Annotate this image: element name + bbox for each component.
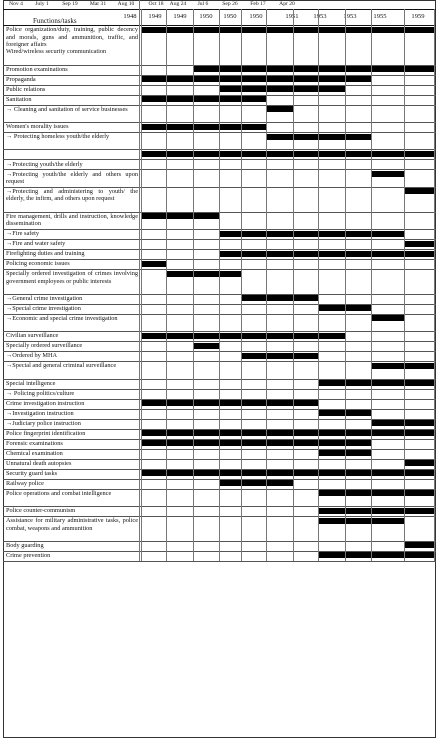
task-label: Police organization/duty, training, public decency and morals, guns and ammunition, traffic, and foreigner affairs Wired/wireless security communication [6,26,138,56]
header-year: 1953 [313,13,327,20]
period-bar [371,363,434,369]
task-label: Assistance for military administrative tasks, police combat, weapons and ammunition [6,517,138,532]
period-bar [141,430,434,436]
header-year: 1949 [148,13,162,20]
task-label: Police operations and combat intelligence [6,489,112,497]
period-bar [318,490,434,496]
task-label: Public relations [6,85,46,93]
task-label: Police counter-communism [6,507,76,515]
header-date: Feb 17 [250,1,266,7]
task-label: Forensic examinations [6,439,63,447]
header-date: Oct 18 [148,1,164,7]
task-label: →Special crime investigation [6,305,81,312]
task-label: Unnatural death autopsies [6,459,72,467]
header-year: 1951 [285,13,299,20]
period-bar [404,542,434,548]
period-bar [219,480,293,486]
period-bar [318,518,404,524]
column-divider [193,9,194,561]
task-label: Specially ordered investigation of crimes involving government employees or public interests [6,270,138,285]
header-date: Aug 10 [117,1,135,7]
task-label: Women's morality issues [6,123,69,131]
column-divider [345,9,346,561]
period-bar [141,151,434,157]
task-label: →General crime investigation [6,295,83,302]
period-bar [193,343,219,349]
period-bar [219,86,345,92]
header-date: July 1 [35,1,49,7]
task-label: Policing economic issues [6,260,70,268]
task-label [6,151,138,160]
row-divider [3,561,436,562]
task-label: Firefighting duties and training [6,250,85,258]
header-date: Mar 31 [89,1,107,7]
task-label: →Economic and special crime investigation [6,315,118,322]
column-divider [139,0,140,561]
header-year: 1959 [411,13,425,20]
task-label: Security guard tasks [6,469,58,477]
column-divider [318,9,319,561]
header-year: 1953 [343,13,357,20]
column-divider [266,9,267,561]
task-label: Crime prevention [6,552,51,559]
task-label: Chemical examination [6,449,63,457]
period-bar [166,271,241,277]
column-divider [371,9,372,561]
period-bar [404,460,434,466]
header-label: Functions/tasks [33,17,77,25]
column-divider [404,9,405,561]
task-label: →Fire safety [6,230,40,238]
column-divider [219,9,220,561]
column-divider [241,9,242,561]
task-label: → Protecting homeless youth/the elderly [6,133,110,141]
period-bar [266,106,293,112]
header-year: 1950 [199,13,213,20]
task-label: Specially ordered surveillance [6,342,83,350]
task-label: Sanitation [6,95,32,103]
task-label: →Judiciary police instruction [6,419,81,427]
column-divider [141,9,142,561]
period-bar [141,400,318,406]
header-year: 1950 [223,13,237,20]
task-label: →Fire and water safety [6,240,66,248]
period-bar [141,440,371,446]
header-date: Nov 4 [9,1,23,7]
task-label: Special intelligence [6,379,56,387]
period-bar [141,470,434,476]
task-label: →Protecting youth/the elderly [6,160,83,168]
period-bar [404,188,434,194]
period-bar [318,508,434,514]
period-bar [318,380,434,386]
task-label: →Protecting and administering to youth/ the elderly, the infirm, and others upon request [6,188,138,203]
task-label: Propaganda [6,75,36,83]
period-bar [193,66,434,72]
task-label: Body guarding [6,542,44,549]
header-year: 1949 [173,13,187,20]
header-date: Sep 19 [62,1,78,7]
header-date: Jul 6 [197,1,209,7]
task-label: → Policing politics/culture [6,389,75,397]
header-year: 1955 [373,13,387,20]
task-label: → Cleaning and sanitation of service businesses [6,105,128,113]
task-label: →Protecting youth/the elderly and others upon request [6,170,138,185]
task-label: Police fingerprint identification [6,429,86,437]
header-year: 1950 [249,13,263,20]
period-bar [371,420,434,426]
header-year: 1948 [123,13,137,20]
header-date: Aug 24 [169,1,187,7]
period-bar [219,251,434,257]
period-bar [141,333,345,339]
period-bar [219,231,404,237]
period-bar [141,213,219,219]
period-bar [318,552,434,558]
period-bar [404,241,434,247]
task-label: Promotion examinations [6,65,68,73]
task-label: Civilian surveillance [6,332,59,340]
header-date: Sep 26 [222,1,238,7]
task-label: Railway police [6,479,44,487]
period-bar [141,76,371,82]
period-bar [141,124,266,130]
period-bar [371,315,404,321]
task-label: →Special and general criminal surveillance [6,362,117,370]
period-bar [241,295,318,301]
column-divider [293,9,294,561]
column-divider [434,9,435,561]
task-label: Fire management, drills and instruction, knowledge dissemination [6,212,138,228]
period-bar [371,171,404,177]
task-label: →Ordered by MHA [6,352,58,360]
column-divider [166,9,167,561]
task-label: Crime investigation instruction [6,399,85,407]
period-bar [141,27,434,33]
period-bar [141,96,266,102]
task-label: →Investigation instruction [6,409,74,417]
period-bar [141,261,166,267]
header-date: Apr 20 [279,1,295,7]
period-bar [241,353,318,359]
